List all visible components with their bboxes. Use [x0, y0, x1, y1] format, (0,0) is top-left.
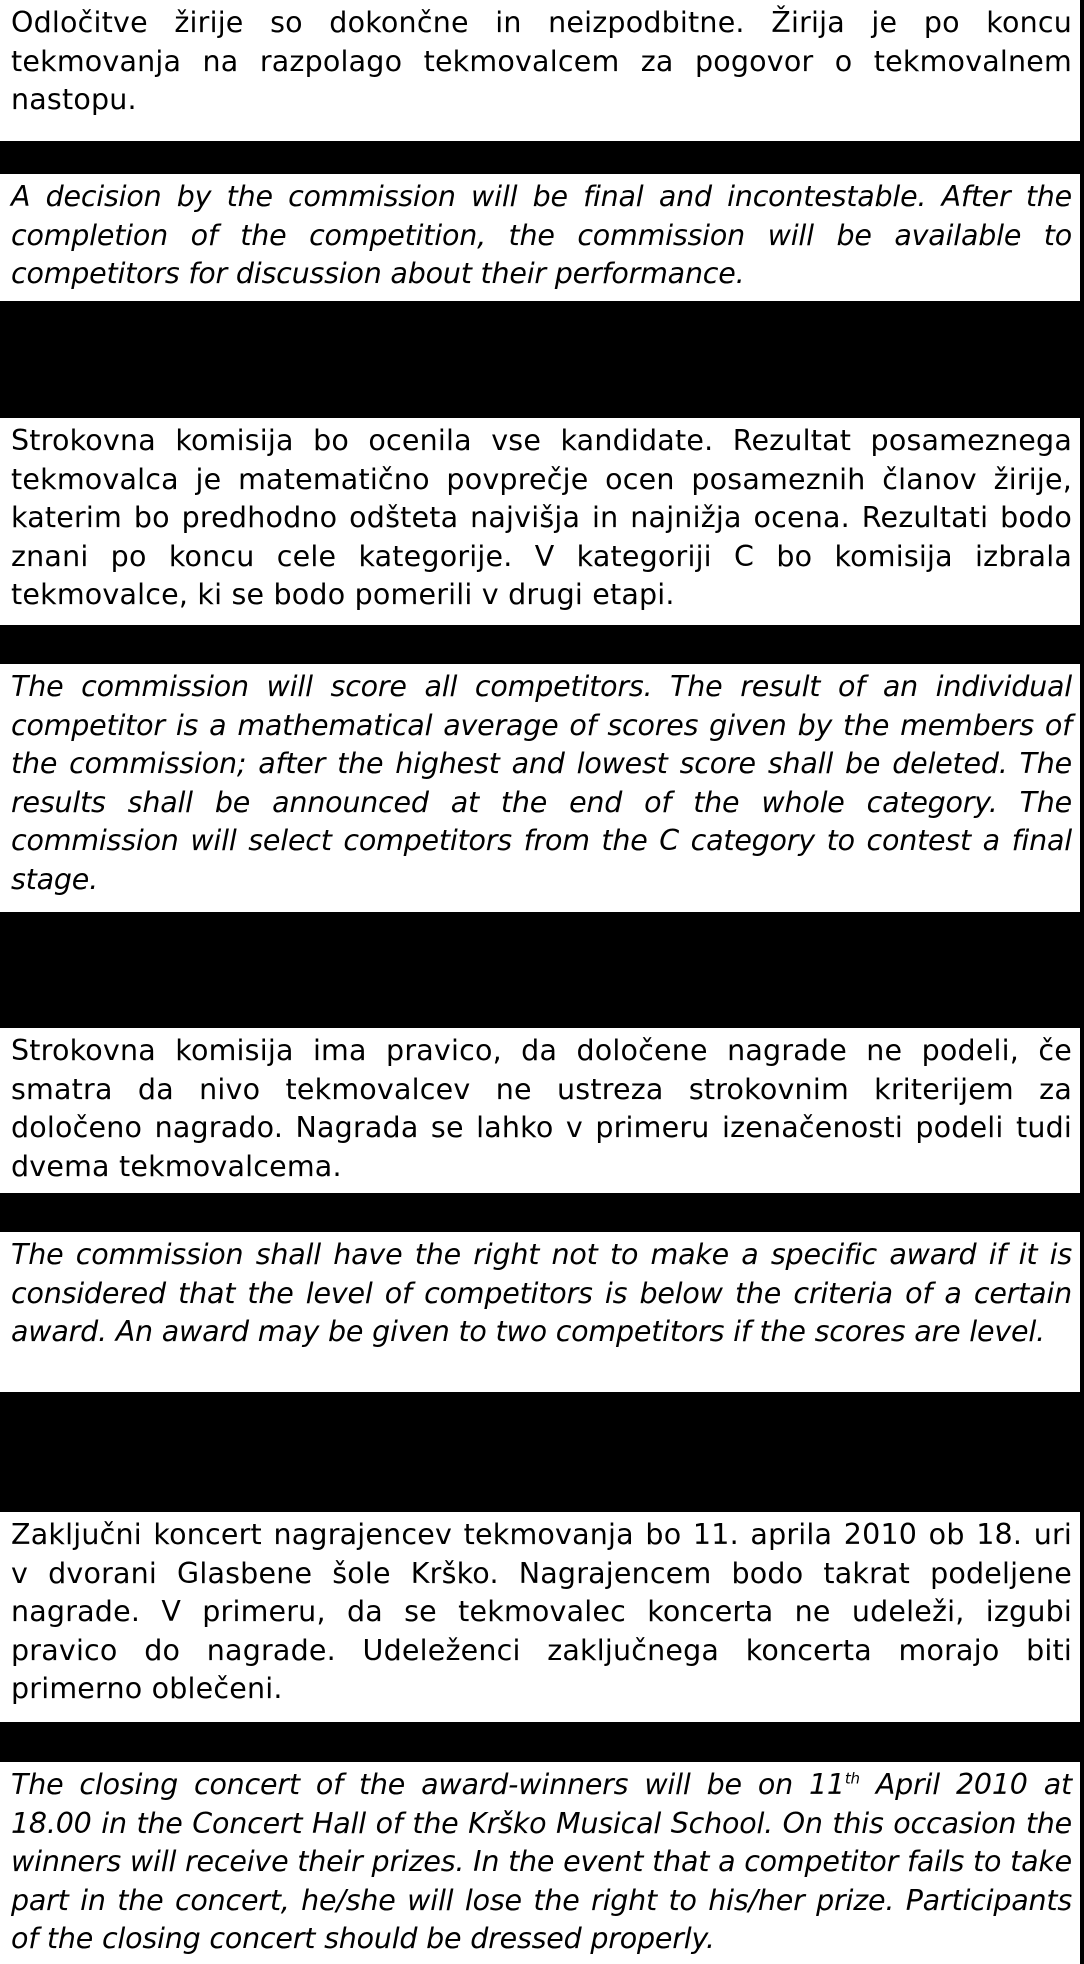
paragraph-text: A decision by the commission will be final and incontestable. After the completion of the competition, the commission will be available to competitors for discussion about their performance.: [11, 180, 1072, 290]
paragraph-text: The commission shall have the right not to make a specific award if it is considered that the level of competitors is below the criteria of a certain award. An award may be given to two competitors if the scores are level.: [11, 1238, 1072, 1348]
rules-paragraph-slovenian-jury-decisions: [0, 0, 1080, 141]
rules-paragraph-english-closing-concert: [0, 1762, 1080, 1964]
paragraph-text-start: The closing concert of the award-winners will be on 11: [11, 1768, 845, 1801]
ordinal-suffix: th: [844, 1769, 860, 1788]
rules-paragraph-english-scoring: [0, 664, 1080, 912]
paragraph-text: The commission will score all competitors. The result of an individual competitor is a mathematical average of scores given by the members of the commission; after the highest and lowest score shall be deleted. The results shall be announced at the end of the whole category. The commission will select competitors from the C category to contest a final stage.: [11, 670, 1072, 896]
rules-paragraph-english-awards: [0, 1232, 1080, 1392]
paragraph-text: Zaključni koncert nagrajencev tekmovanja bo 11. aprila 2010 ob 18. uri v dvorani Glasbene šole Krško. Nagrajencem bodo takrat podeljene nagrade. V primeru, da se tekmovalec koncerta ne udeleži, izgubi pravico do nagrade. Udeleženci zaključnega koncerta morajo biti primerno oblečeni.: [11, 1518, 1072, 1705]
paragraph-text-end: April 2010 at 18.00 in the Concert Hall of the Krško Musical School. On this occasion the winners will receive their prizes. In the event that a competitor fails to take part in the concert, he/she will lose the right to his/her prize. Participants of the closing concert should be dressed properly.: [11, 1768, 1072, 1955]
paragraph-text: Strokovna komisija ima pravico, da določene nagrade ne podeli, če smatra da nivo tekmovalcev ne ustreza strokovnim kriterijem za določeno nagrado. Nagrada se lahko v primeru izenačenosti podeli tudi dvema tekmovalcema.: [11, 1034, 1072, 1183]
rules-paragraph-slovenian-closing-concert: [0, 1512, 1080, 1722]
rules-paragraph-english-jury-decisions: [0, 174, 1080, 301]
paragraph-text: Strokovna komisija bo ocenila vse kandidate. Rezultat posameznega tekmovalca je matematično povprečje ocen posameznih članov žirije, katerim bo predhodno odšteta najvišja in najnižja ocena. Rezultati bodo znani po koncu cele kategorije. V kategoriji C bo komisija izbrala tekmovalce, ki se bodo pomerili v drugi etapi.: [11, 424, 1072, 611]
rules-paragraph-slovenian-awards: [0, 1028, 1080, 1193]
rules-paragraph-slovenian-scoring: [0, 418, 1080, 625]
paragraph-text: Odločitve žirije so dokončne in neizpodbitne. Žirija je po koncu tekmovanja na razpolago tekmovalcem za pogovor o tekmovalnem nastopu.: [11, 6, 1072, 116]
